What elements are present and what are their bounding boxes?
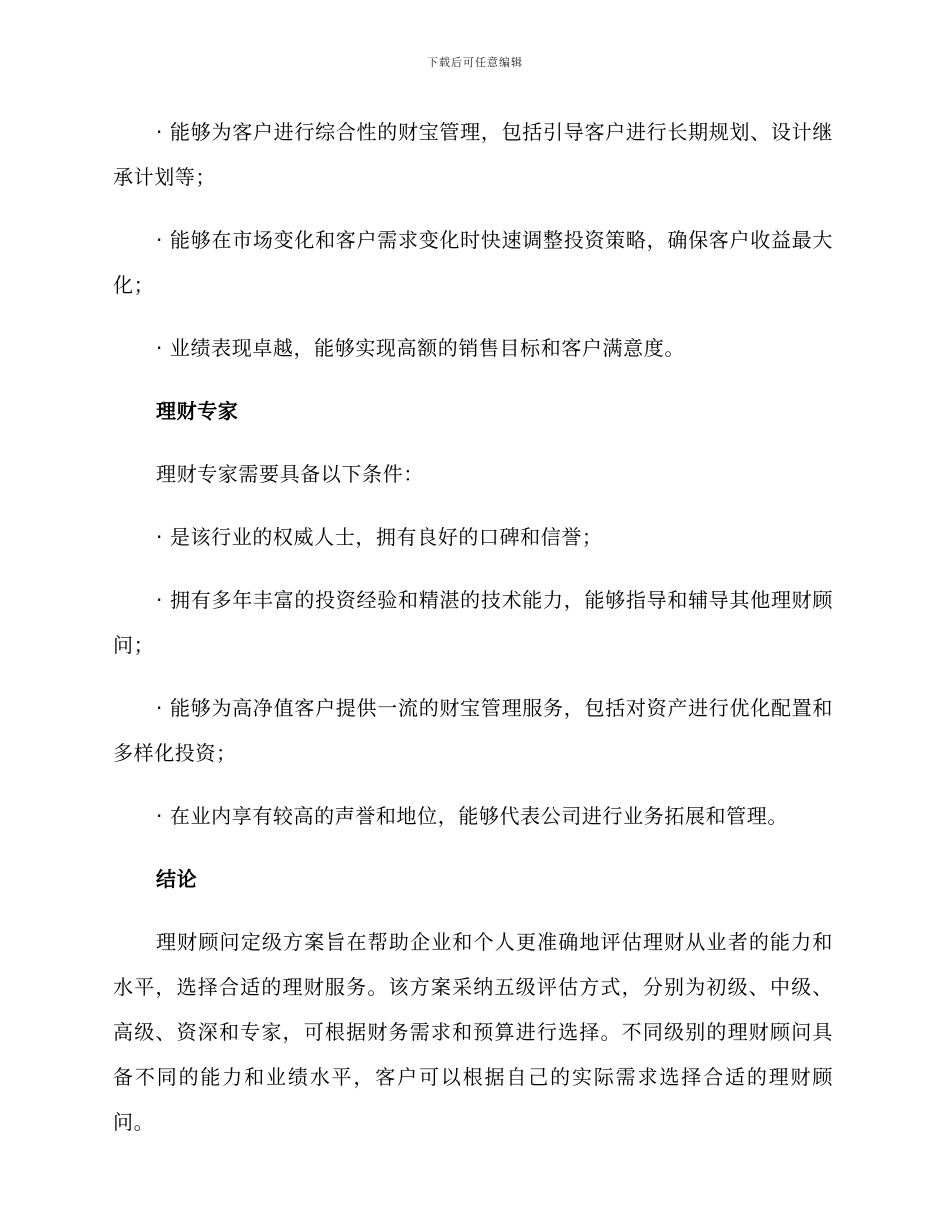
bullet-investment-experience: · 拥有多年丰富的投资经验和精湛的技术能力，能够指导和辅导其他理财顾问；	[113, 588, 833, 657]
expert-requirements-intro: 理财专家需要具备以下条件：	[156, 462, 424, 486]
bullet-outstanding-performance: · 业绩表现卓越，能够实现高额的销售目标和客户满意度。	[156, 336, 685, 360]
bullet-high-net-worth-service: · 能够为高净值客户提供一流的财宝管理服务，包括对资产进行优化配置和多样化投资；	[113, 696, 833, 765]
bullet-industry-reputation: · 在业内享有较高的声誉和地位，能够代表公司进行业务拓展和管理。	[156, 804, 788, 828]
document-body	[113, 110, 833, 1163]
conclusion-paragraph: 理财顾问定级方案旨在帮助企业和个人更准确地评估理财从业者的能力和水平，选择合适的理财服务。该方案采纳五级评估方式，分别为初级、中级、高级、资深和专家，可根据财务需求和预算进行选择。不同级别的理财顾问具备不同的能力和业绩水平，客户可以根据自己的实际需求选择合适的理财顾问。	[113, 930, 833, 1134]
section-heading-financial-expert: 理财专家	[156, 399, 239, 423]
section-heading-conclusion: 结论	[156, 867, 198, 891]
page-header-note: 下载后可任意编辑	[427, 56, 523, 69]
bullet-industry-authority: · 是该行业的权威人士，拥有良好的口碑和信誉；	[156, 525, 603, 549]
bullet-comprehensive-wealth-management: · 能够为客户进行综合性的财宝管理，包括引导客户进行长期规划、设计继承计划等；	[113, 120, 833, 189]
bullet-adjust-investment-strategy: · 能够在市场变化和客户需求变化时快速调整投资策略，确保客户收益最大化；	[113, 228, 833, 297]
